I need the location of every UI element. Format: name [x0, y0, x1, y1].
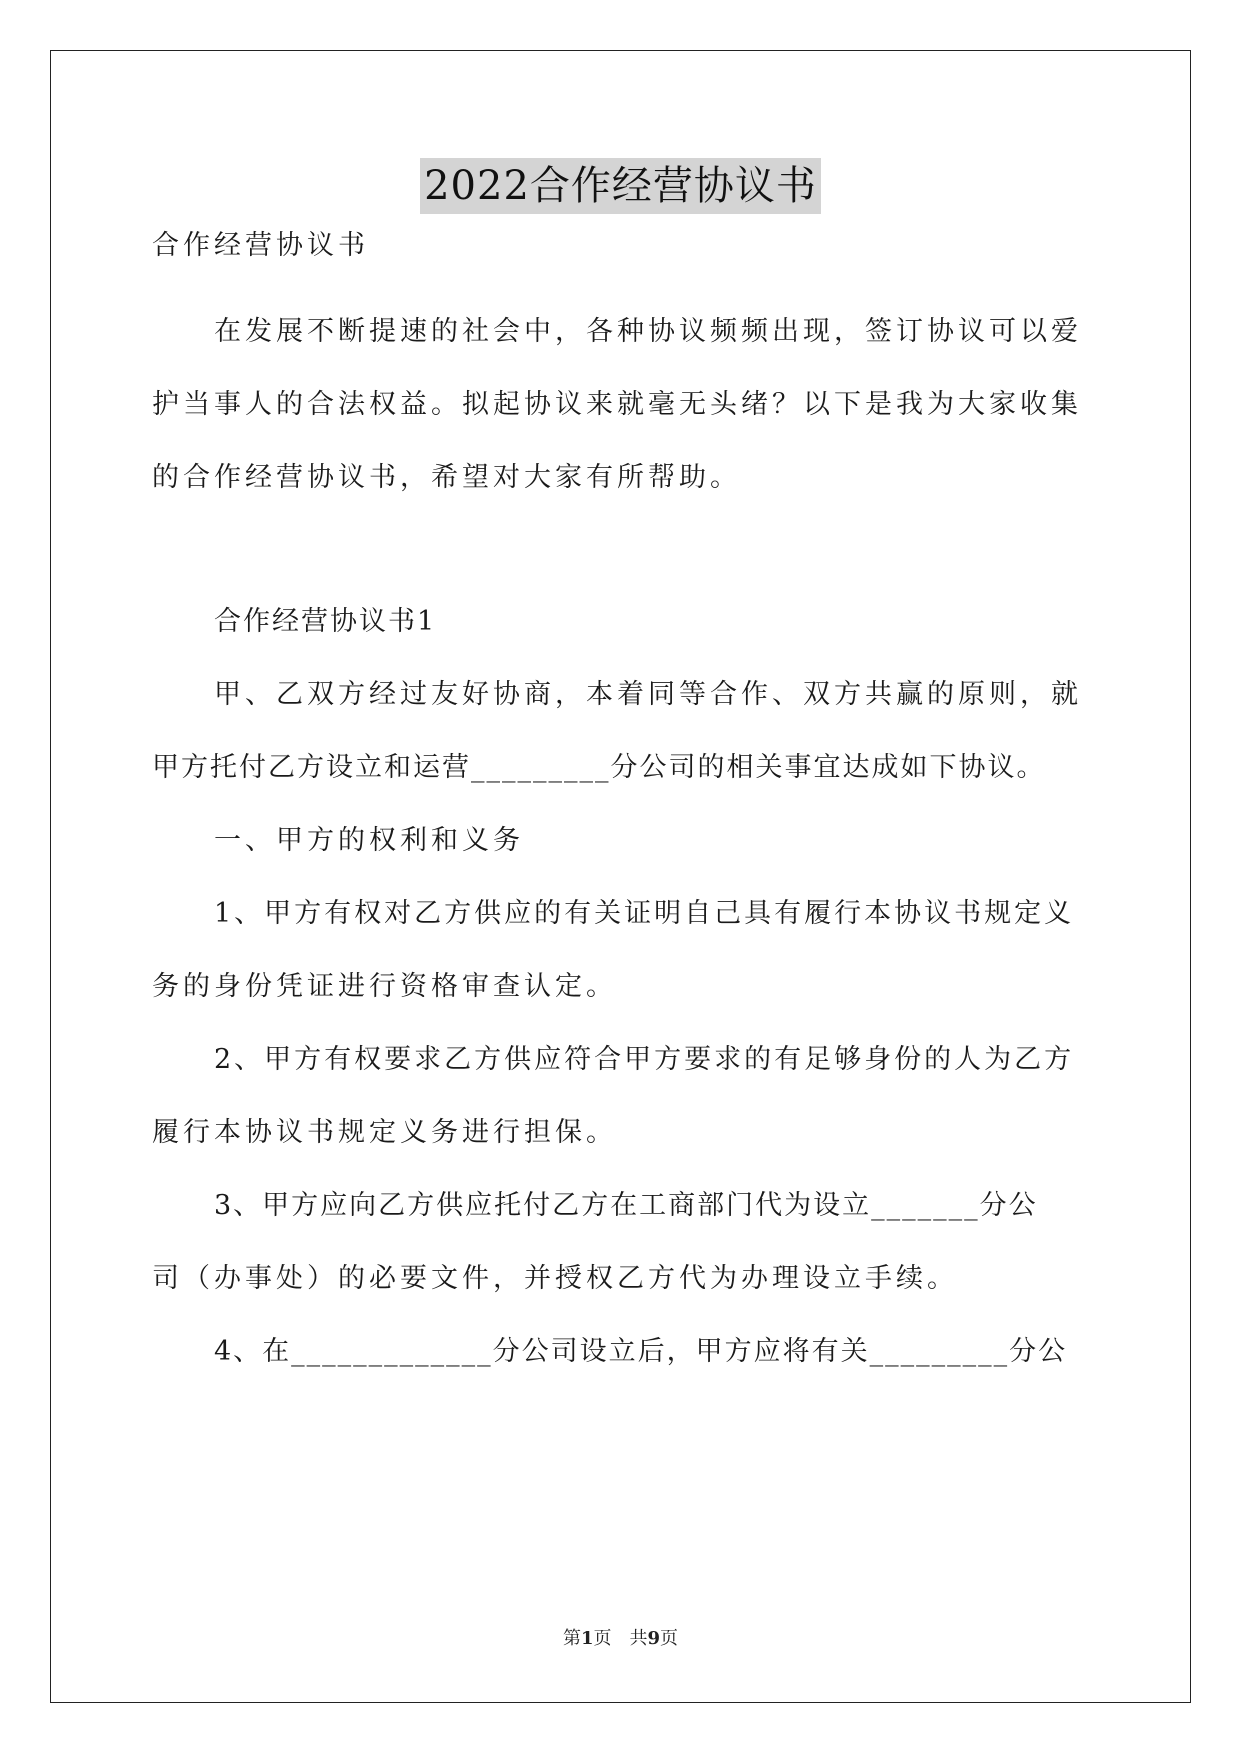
clause-4-line-1: 4、在_____________分公司设立后，甲方应将有关_________分公 [214, 1336, 1068, 1367]
footer-page-suffix: 页 [660, 1628, 679, 1649]
doc-subtitle: 合作经营协议书 [152, 230, 369, 261]
document-title-text: 2022合作经营协议书 [420, 158, 821, 214]
intro-line-3: 的合作经营协议书，希望对大家有所帮助。 [152, 462, 741, 493]
agreement-line-1: 甲、乙双方经过友好协商，本着同等合作、双方共赢的原则，就 [214, 679, 1082, 710]
clause-1-line-1: 1、甲方有权对乙方供应的有关证明自己具有履行本协议书规定义 [214, 898, 1075, 929]
agreement-line-2: 甲方托付乙方设立和运营_________分公司的相关事宜达成如下协议。 [152, 752, 1046, 783]
clause-3-line-1: 3、甲方应向乙方供应托付乙方在工商部门代为设立_______分公 [214, 1190, 1038, 1221]
page-border [50, 50, 1191, 1703]
clause-heading-party-a: 一、甲方的权利和义务 [214, 825, 524, 856]
clause-2-line-2: 履行本协议书规定义务进行担保。 [152, 1117, 617, 1148]
section-heading-agreement-1: 合作经营协议书1 [214, 606, 437, 637]
page-footer [0, 1624, 1241, 1650]
clause-3-line-2: 司（办事处）的必要文件，并授权乙方代为办理设立手续。 [152, 1263, 958, 1294]
document-title [0, 158, 1241, 214]
clause-2-line-1: 2、甲方有权要求乙方供应符合甲方要求的有足够身份的人为乙方 [214, 1044, 1075, 1075]
intro-line-1: 在发展不断提速的社会中，各种协议频频出现，签订协议可以爱 [214, 316, 1082, 347]
clause-1-line-2: 务的身份凭证进行资格审查认定。 [152, 971, 617, 1002]
footer-page-prefix: 第 [562, 1628, 581, 1649]
intro-line-2: 护当事人的合法权益。拟起协议来就毫无头绪？以下是我为大家收集 [152, 389, 1082, 420]
footer-page-mid: 页 共 [593, 1628, 648, 1649]
footer-current-page: 1 [580, 1628, 594, 1649]
footer-total-pages: 9 [647, 1628, 661, 1649]
